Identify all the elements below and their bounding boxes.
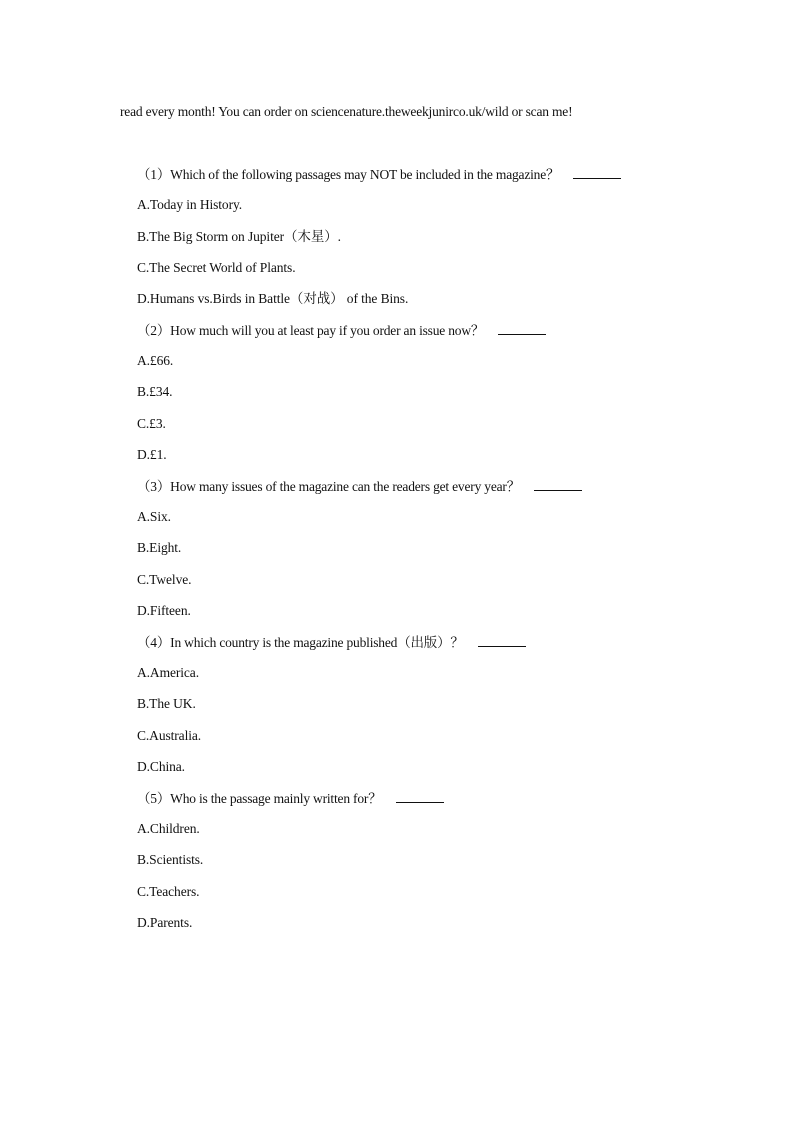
question-4-option-d: D.China. xyxy=(137,759,185,774)
answer-blank-5[interactable] xyxy=(396,790,444,803)
question-1-option-d: D.Humans vs.Birds in Battle（对战） of the Bins. xyxy=(137,291,409,306)
question-2-prompt: （2）How much will you at least pay if you order an issue now？ xyxy=(137,323,485,338)
question-2-option-a: A.£66. xyxy=(137,353,174,368)
question-5-option-c: C.Teachers. xyxy=(137,884,200,899)
question-4-option-b: B.The UK. xyxy=(137,696,196,711)
question-5-option-a: A.Children. xyxy=(137,821,200,836)
question-4-option-c: C.Australia. xyxy=(137,728,202,743)
question-1-option-c: C.The Secret World of Plants. xyxy=(137,260,296,275)
question-4-option-a: A.America. xyxy=(137,665,199,680)
question-5 xyxy=(137,790,444,807)
question-5-prompt: （5）Who is the passage mainly written for？ xyxy=(137,791,382,806)
question-2-option-c: C.£3. xyxy=(137,416,166,431)
answer-blank-2[interactable] xyxy=(498,322,546,335)
answer-blank-1[interactable] xyxy=(573,166,621,179)
question-4-prompt: （4）In which country is the magazine published（出版）？ xyxy=(137,635,464,650)
answer-blank-4[interactable] xyxy=(478,634,526,647)
question-3-option-d: D.Fifteen. xyxy=(137,603,191,618)
question-3 xyxy=(137,478,582,495)
question-4 xyxy=(137,634,526,651)
question-1-option-a: A.Today in History. xyxy=(137,197,243,212)
question-3-option-b: B.Eight. xyxy=(137,540,182,555)
question-2 xyxy=(137,322,546,339)
question-1-option-b: B.The Big Storm on Jupiter（木星）. xyxy=(137,229,341,244)
intro-text: read every month! You can order on sciencenature.theweekjunirco.uk/wild or scan me! xyxy=(120,104,573,119)
question-2-option-b: B.£34. xyxy=(137,384,173,399)
question-1-prompt: （1）Which of the following passages may NOT be included in the magazine？ xyxy=(137,167,560,182)
question-3-option-a: A.Six. xyxy=(137,509,171,524)
question-2-option-d: D.£1. xyxy=(137,447,167,462)
question-1 xyxy=(137,166,621,183)
question-5-option-d: D.Parents. xyxy=(137,915,193,930)
question-3-option-c: C.Twelve. xyxy=(137,572,192,587)
question-3-prompt: （3）How many issues of the magazine can the readers get every year？ xyxy=(137,479,521,494)
answer-blank-3[interactable] xyxy=(534,478,582,491)
question-5-option-b: B.Scientists. xyxy=(137,852,204,867)
